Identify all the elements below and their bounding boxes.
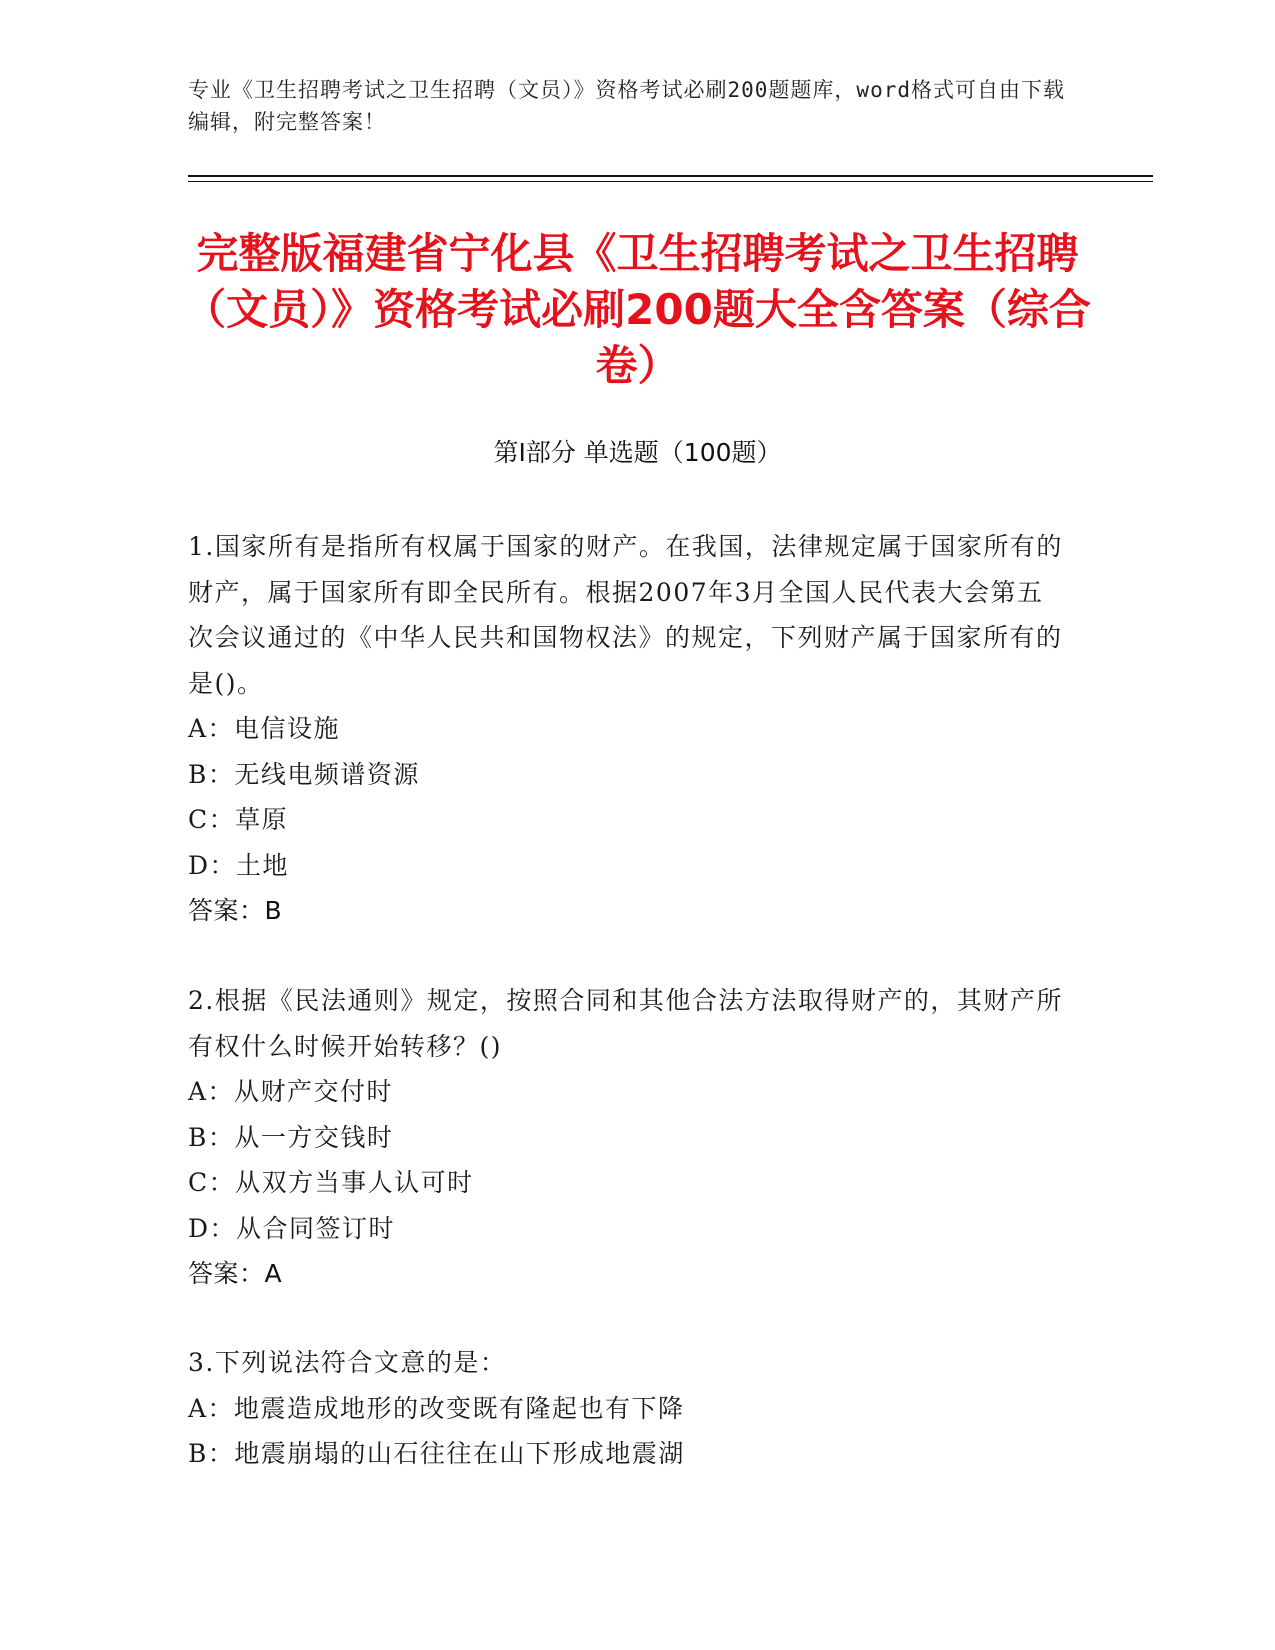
header-divider bbox=[188, 175, 1153, 177]
option-d: D：从合同签订时 bbox=[188, 1213, 396, 1243]
option-a: A：电信设施 bbox=[188, 714, 341, 743]
option-c: C：草原 bbox=[188, 805, 289, 834]
section-title: 第I部分 单选题（100题） bbox=[493, 438, 782, 467]
answer: 答案：B bbox=[188, 896, 283, 925]
question-stem: 3.下列说法符合文意的是： bbox=[188, 1348, 507, 1377]
option-b: B：地震崩塌的山石往往在山下形成地震湖 bbox=[188, 1439, 685, 1468]
answer: 答案：A bbox=[188, 1259, 283, 1288]
option-a: A：地震造成地形的改变既有隆起也有下降 bbox=[188, 1393, 685, 1423]
header-note: 专业《卫生招聘考试之卫生招聘（文员）》资格考试必刷200题题库，word格式可自由下载编辑，附完整答案！ bbox=[188, 78, 1065, 134]
header-divider-thin bbox=[188, 181, 1153, 182]
option-b: B：从一方交钱时 bbox=[188, 1122, 394, 1152]
question-1 bbox=[188, 524, 1068, 934]
option-b: B：无线电频谱资源 bbox=[188, 759, 420, 789]
question-stem: 1.国家所有是指所有权属于国家的财产。在我国，法律规定属于国家所有的财产，属于国家所有即全民所有。根据2007年3月全国人民代表大会第五次会议通过的《中华人民共和国物权法》的规定，下列财产属于国家所有的是()。 bbox=[188, 532, 1063, 698]
question-2 bbox=[188, 978, 1068, 1297]
question-3 bbox=[188, 1340, 1068, 1477]
option-a: A：从财产交付时 bbox=[188, 1077, 394, 1106]
option-c: C：从双方当事人认可时 bbox=[188, 1168, 474, 1197]
option-d: D：土地 bbox=[188, 850, 290, 880]
question-stem: 2.根据《民法通则》规定，按照合同和其他合法方法取得财产的，其财产所有权什么时候开始转移？() bbox=[188, 986, 1063, 1061]
document-title: 完整版福建省宁化县《卫生招聘考试之卫生招聘（文员）》资格考试必刷200题大全含答案（综合卷） bbox=[184, 229, 1091, 390]
